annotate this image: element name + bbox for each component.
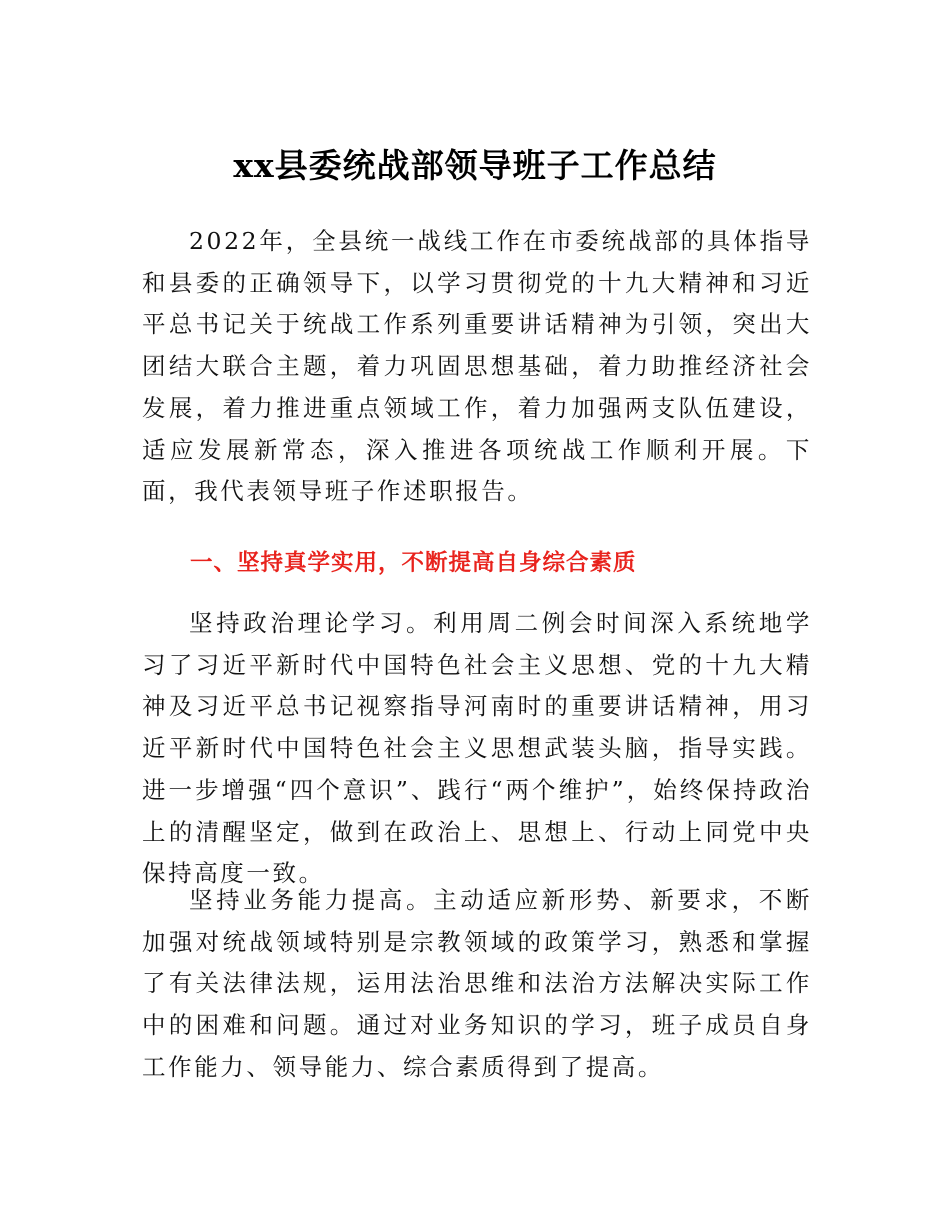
intro-paragraph: 2022年，全县统一战线工作在市委统战部的具体指导和县委的正确领导下，以学习贯彻党的十九大精神和习近平总书记关于统战工作系列重要讲话精神为引领，突出大团结大联合主题，着力巩固思想基础，着力助推经济社会发展，着力推进重点领域工作，着力加强两支队伍建设，适应发展新常态，深入推进各项统战工作顺利开展。下面，我代表领导班子作述职报告。	[142, 227, 812, 506]
theory-study-paragraph: 坚持政治理论学习。利用周二例会时间深入系统地学习了习近平新时代中国特色社会主义思想、党的十九大精神及习近平总书记视察指导河南时的重要讲话精神，用习近平新时代中国特色社会主义思想武装头脑，指导实践。进一步增强“四个意识”、践行“两个维护”，始终保持政治上的清醒坚定，做到在政治上、思想上、行动上同党中央保持高度一致。	[142, 609, 812, 888]
section-heading: 一、坚持真学实用，不断提高自身综合素质	[190, 550, 637, 576]
document-title: xx县委统战部领导班子工作总结	[233, 146, 717, 185]
business-ability-paragraph: 坚持业务能力提高。主动适应新形势、新要求，不断加强对统战领域特别是宗教领域的政策学习，熟悉和掌握了有关法律法规，运用法治思维和法治方法解决实际工作中的困难和问题。通过对业务知识的学习，班子成员自身工作能力、领导能力、综合素质得到了提高。	[142, 886, 812, 1081]
